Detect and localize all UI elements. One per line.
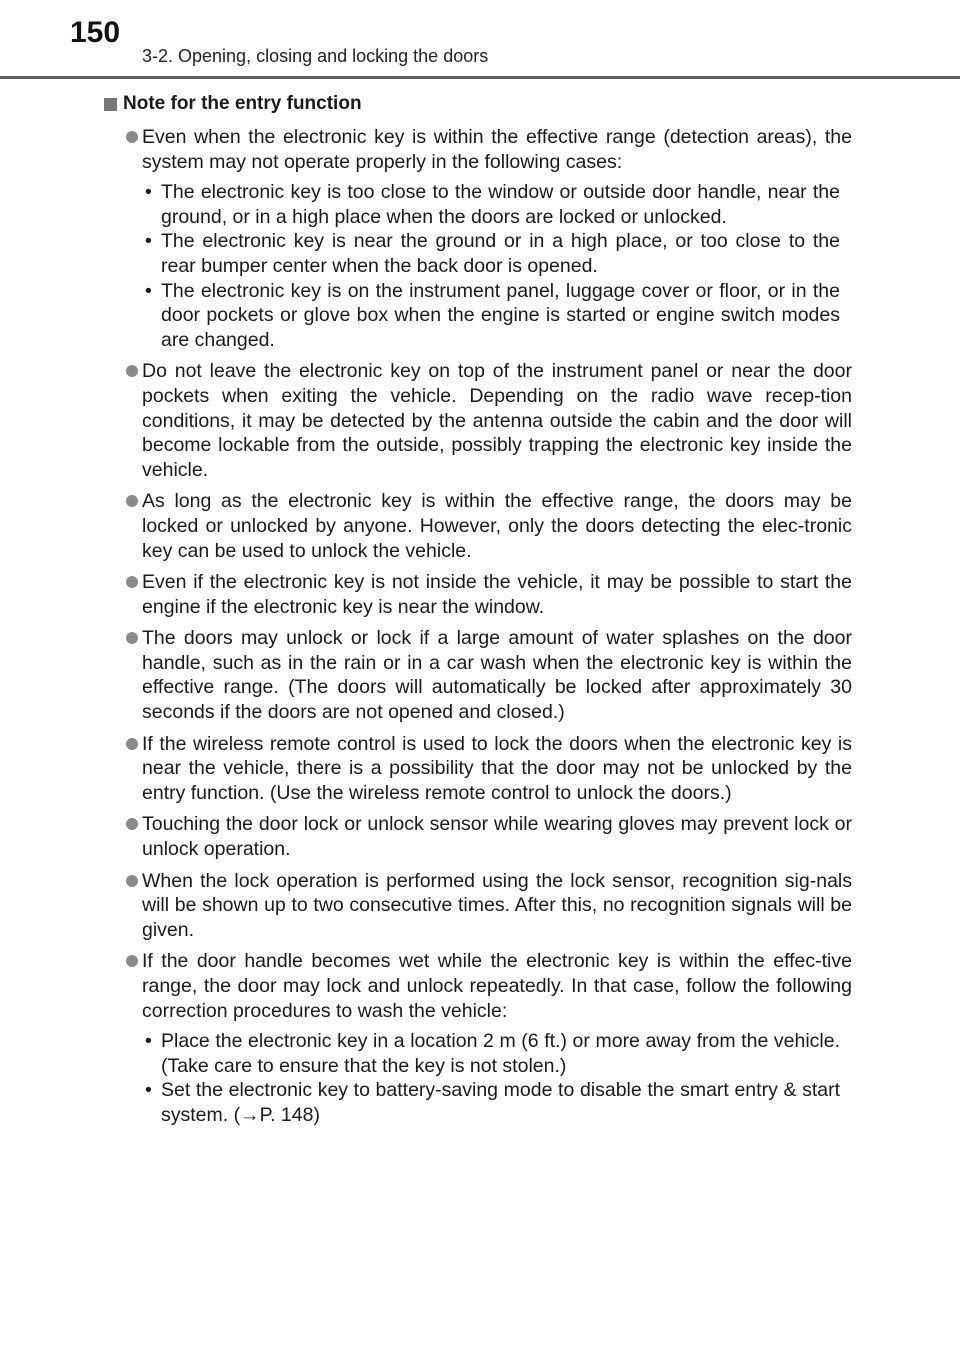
note-item-text: Touching the door lock or unlock sensor while wearing gloves may prevent lock or unlock operation.: [142, 813, 852, 861]
note-item-text: Even if the electronic key is not inside the vehicle, it may be possible to start the engine if the electronic key is near the window.: [142, 571, 852, 618]
dot-marker-icon: •: [145, 1030, 152, 1053]
dot-marker-icon: •: [145, 230, 152, 253]
note-item: [104, 812, 852, 861]
sub-list: [104, 180, 852, 352]
dot-marker-icon: •: [145, 1079, 152, 1102]
note-item: [104, 489, 852, 563]
circle-bullet-icon: [126, 738, 138, 750]
note-item-text: Even when the electronic key is within the effective range (detection areas), the system may not operate properly in the following cases:: [142, 126, 852, 173]
note-item-text: If the wireless remote control is used to lock the doors when the electronic key is near the vehicle, there is a possibility that the door may not be unlocked by the entry function. (Use the wireless remote control to unlock the doors.): [142, 732, 852, 804]
sub-list-item: [104, 1078, 852, 1127]
circle-bullet-icon: [126, 955, 138, 967]
note-item: [104, 359, 852, 482]
section-heading: [104, 90, 852, 118]
sub-list-item: [104, 229, 852, 278]
circle-bullet-icon: [126, 875, 138, 887]
note-item: [104, 949, 852, 1023]
square-bullet-icon: [104, 98, 117, 111]
circle-bullet-icon: [126, 131, 138, 143]
note-item: [104, 570, 852, 619]
note-item: [104, 125, 852, 174]
sub-list-item-text: The electronic key is near the ground or in a high place, or too close to the rear bumper center when the back door is opened.: [161, 230, 840, 277]
note-item: [104, 732, 852, 806]
note-item-text: As long as the electronic key is within the effective range, the doors may be locked or unlocked by anyone. However, only the doors detecting the elec-tronic key can be used to unlock the vehicle.: [142, 490, 852, 562]
sub-list-item-text: The electronic key is too close to the window or outside door handle, near the ground, or in a high place when the doors are locked or unlocked.: [161, 181, 840, 228]
section-heading-text: Note for the entry function: [123, 93, 362, 114]
sub-list-item: [104, 180, 852, 229]
circle-bullet-icon: [126, 632, 138, 644]
sub-list: [104, 1029, 852, 1127]
note-item-text: If the door handle becomes wet while the electronic key is within the effec-tive range, the door may lock and unlock repeatedly. In that case, follow the following correction procedures to wash the vehicle:: [142, 950, 852, 1022]
sub-list-item: [104, 1029, 852, 1078]
note-item-text: The doors may unlock or lock if a large amount of water splashes on the door handle, such as in the rain or in a car wash when the electronic key is within the effective range. (The doors will automatically be locked after approximately 30 seconds if the doors are not opened and closed.): [142, 627, 852, 724]
circle-bullet-icon: [126, 365, 138, 377]
section-title: 3-2. Opening, closing and locking the doors: [142, 46, 489, 66]
dot-marker-icon: •: [145, 181, 152, 204]
header-divider: [0, 76, 960, 79]
page-number: 150: [70, 16, 121, 49]
circle-bullet-icon: [126, 818, 138, 830]
sub-list-item-text: Place the electronic key in a location 2 m (6 ft.) or more away from the vehicle. (Take care to ensure that the key is not stolen.): [161, 1030, 840, 1077]
note-item: [104, 626, 852, 724]
note-item: [104, 869, 852, 943]
circle-bullet-icon: [126, 495, 138, 507]
sub-list-item-text: The electronic key is on the instrument panel, luggage cover or floor, or in the door pockets or glove box when the engine is started or engine switch modes are changed.: [161, 279, 840, 351]
page-reference-text[interactable]: Set the electronic key to battery-saving mode to disable the smart entry & start system. (→P. 148): [161, 1079, 840, 1126]
page-content: [104, 90, 852, 1128]
dot-marker-icon: •: [145, 279, 152, 302]
note-item-text: When the lock operation is performed using the lock sensor, recognition sig-nals will be shown up to two consecutive times. After this, no recognition signals will be given.: [142, 869, 852, 941]
sub-list-item: [104, 279, 852, 353]
circle-bullet-icon: [126, 576, 138, 588]
note-item-text: Do not leave the electronic key on top of the instrument panel or near the door pockets when exiting the vehicle. Depending on the radio wave recep-tion conditions, it may be detected by the antenna outside the cabin and the door will become lockable from the outside, possibly trapping the electronic key inside the vehicle.: [142, 360, 852, 481]
page-header: [0, 0, 960, 80]
